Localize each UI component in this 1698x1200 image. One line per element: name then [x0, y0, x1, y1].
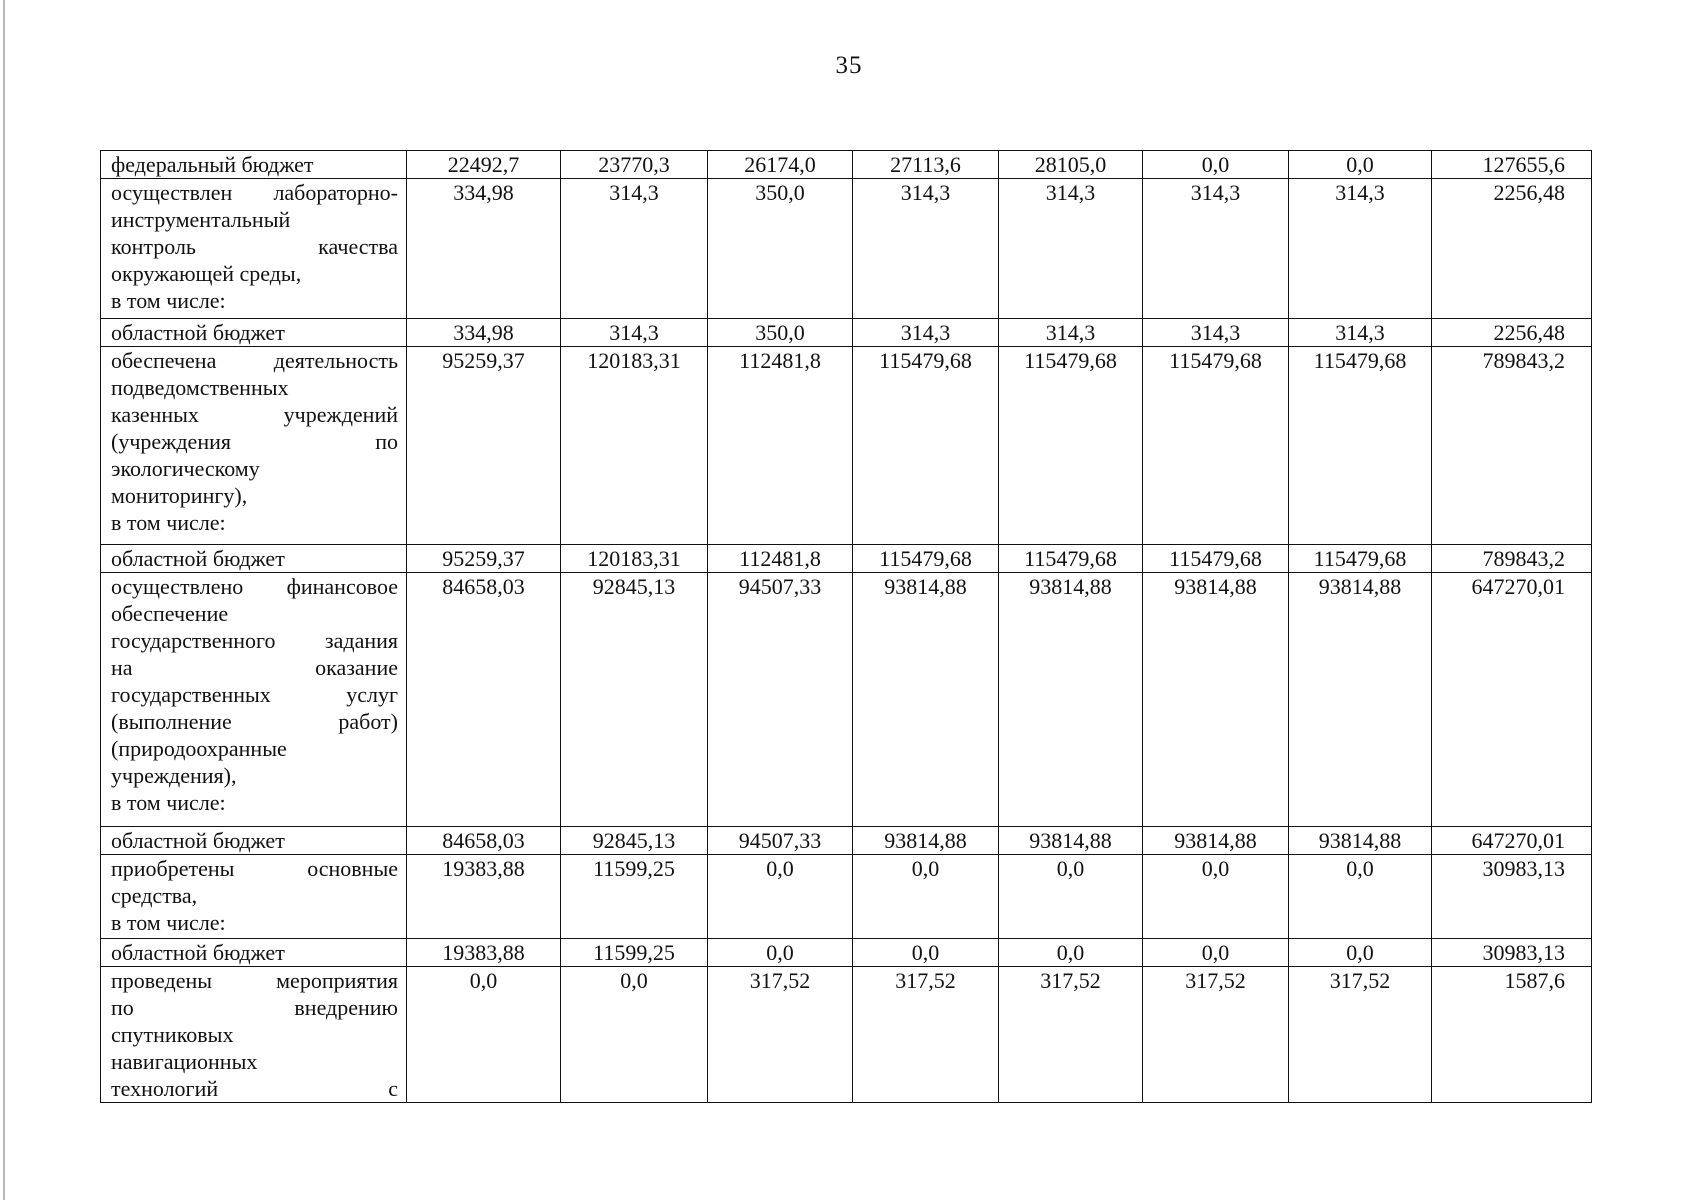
row-label [101, 179, 407, 319]
value-cell: 0,0 [1143, 151, 1289, 179]
value-cell: 314,3 [999, 179, 1143, 319]
total-cell: 2256,48 [1432, 319, 1592, 347]
row-label-line: учреждения), [111, 763, 237, 788]
value-cell: 11599,25 [561, 855, 708, 939]
value-cell: 27113,6 [853, 151, 999, 179]
value-cell: 317,52 [708, 967, 853, 1103]
value-cell: 94507,33 [708, 573, 853, 827]
budget-table [100, 150, 1592, 1103]
value-cell: 92845,13 [561, 573, 708, 827]
value-cell: 314,3 [853, 319, 999, 347]
value-cell: 334,98 [407, 319, 561, 347]
row-label-line: в том числе: [111, 288, 226, 313]
total-cell: 30983,13 [1432, 939, 1592, 967]
row-label-line: мониторингу), [111, 483, 248, 508]
value-cell: 0,0 [1143, 855, 1289, 939]
value-cell: 95259,37 [407, 545, 561, 573]
table-row [101, 573, 1592, 827]
value-cell: 314,3 [1289, 319, 1432, 347]
row-label [101, 827, 407, 855]
value-cell: 84658,03 [407, 827, 561, 855]
value-cell: 115479,68 [999, 347, 1143, 545]
value-cell: 23770,3 [561, 151, 708, 179]
table-body [101, 151, 1592, 1103]
value-cell: 115479,68 [1289, 347, 1432, 545]
value-cell: 26174,0 [708, 151, 853, 179]
value-cell: 0,0 [853, 939, 999, 967]
row-label-line: осуществлено финансовое [111, 574, 398, 599]
row-label [101, 939, 407, 967]
row-label-line: в том числе: [111, 510, 226, 535]
value-cell: 0,0 [999, 939, 1143, 967]
value-cell: 314,3 [1143, 319, 1289, 347]
row-label-line: на оказание [111, 655, 398, 680]
value-cell: 93814,88 [999, 827, 1143, 855]
row-label-line: обеспечена деятельность [111, 348, 398, 373]
value-cell: 11599,25 [561, 939, 708, 967]
table-row [101, 151, 1592, 179]
value-cell: 0,0 [999, 855, 1143, 939]
value-cell: 334,98 [407, 179, 561, 319]
row-label-line: осуществлен лабораторно- [111, 180, 398, 205]
value-cell: 112481,8 [708, 545, 853, 573]
page-number: 35 [835, 52, 863, 79]
row-label-line: окружающей среды, [111, 261, 302, 286]
total-cell: 647270,01 [1432, 573, 1592, 827]
value-cell: 115479,68 [1143, 347, 1289, 545]
value-cell: 112481,8 [708, 347, 853, 545]
value-cell: 92845,13 [561, 827, 708, 855]
row-label-line: областной бюджет [111, 828, 285, 853]
value-cell: 0,0 [561, 967, 708, 1103]
value-cell: 93814,88 [853, 827, 999, 855]
value-cell: 93814,88 [999, 573, 1143, 827]
value-cell: 317,52 [1289, 967, 1432, 1103]
value-cell: 350,0 [708, 319, 853, 347]
value-cell: 95259,37 [407, 347, 561, 545]
value-cell: 115479,68 [1143, 545, 1289, 573]
value-cell: 317,52 [999, 967, 1143, 1103]
row-label-line: областной бюджет [111, 546, 285, 571]
row-label-line: проведены мероприятия [111, 968, 398, 993]
value-cell: 350,0 [708, 179, 853, 319]
row-label-line: инструментальный [111, 207, 291, 232]
value-cell: 115479,68 [1289, 545, 1432, 573]
table-row [101, 855, 1592, 939]
value-cell: 314,3 [999, 319, 1143, 347]
row-label-line: (выполнение работ) [111, 709, 398, 734]
value-cell: 0,0 [407, 967, 561, 1103]
total-cell: 127655,6 [1432, 151, 1592, 179]
value-cell: 93814,88 [853, 573, 999, 827]
value-cell: 314,3 [561, 319, 708, 347]
value-cell: 314,3 [1289, 179, 1432, 319]
row-label [101, 967, 407, 1103]
value-cell: 120183,31 [561, 545, 708, 573]
value-cell: 120183,31 [561, 347, 708, 545]
row-label-line: спутниковых [111, 1022, 234, 1047]
row-label-line: областной бюджет [111, 320, 285, 345]
value-cell: 93814,88 [1143, 573, 1289, 827]
value-cell: 317,52 [1143, 967, 1289, 1103]
value-cell: 0,0 [1143, 939, 1289, 967]
row-label [101, 347, 407, 545]
total-cell: 789843,2 [1432, 347, 1592, 545]
row-label-line: государственных услуг [111, 682, 398, 707]
row-label-line: в том числе: [111, 790, 226, 815]
row-label-line: областной бюджет [111, 940, 285, 965]
value-cell: 19383,88 [407, 939, 561, 967]
total-cell: 789843,2 [1432, 545, 1592, 573]
value-cell: 94507,33 [708, 827, 853, 855]
value-cell: 115479,68 [853, 545, 999, 573]
row-label-line: казенных учреждений [111, 402, 398, 427]
value-cell: 115479,68 [853, 347, 999, 545]
value-cell: 93814,88 [1143, 827, 1289, 855]
value-cell: 93814,88 [1289, 827, 1432, 855]
row-label [101, 319, 407, 347]
value-cell: 0,0 [708, 855, 853, 939]
value-cell: 84658,03 [407, 573, 561, 827]
value-cell: 0,0 [708, 939, 853, 967]
row-label-line: средства, [111, 883, 198, 908]
total-cell: 2256,48 [1432, 179, 1592, 319]
row-label [101, 545, 407, 573]
row-label [101, 573, 407, 827]
scan-edge-line [3, 0, 5, 1200]
total-cell: 30983,13 [1432, 855, 1592, 939]
value-cell: 0,0 [1289, 855, 1432, 939]
value-cell: 19383,88 [407, 855, 561, 939]
value-cell: 22492,7 [407, 151, 561, 179]
value-cell: 93814,88 [1289, 573, 1432, 827]
row-label-line: приобретены основные [111, 856, 398, 881]
value-cell: 0,0 [853, 855, 999, 939]
row-label [101, 151, 407, 179]
row-label-line: экологическому [111, 456, 260, 481]
value-cell: 314,3 [853, 179, 999, 319]
table-row [101, 347, 1592, 545]
table-row [101, 545, 1592, 573]
row-label-line: подведомственных [111, 375, 289, 400]
table-row [101, 319, 1592, 347]
table-row [101, 939, 1592, 967]
row-label-line: (учреждения по [111, 429, 398, 454]
row-label-line: по внедрению [111, 995, 398, 1020]
row-label [101, 855, 407, 939]
row-label-line: обеспечение [111, 601, 229, 626]
value-cell: 314,3 [1143, 179, 1289, 319]
table-row [101, 827, 1592, 855]
row-label-line: (природоохранные [111, 736, 287, 761]
value-cell: 314,3 [561, 179, 708, 319]
value-cell: 0,0 [1289, 151, 1432, 179]
table-row [101, 179, 1592, 319]
table-row [101, 967, 1592, 1103]
row-label-line: федеральный бюджет [111, 152, 314, 177]
value-cell: 115479,68 [999, 545, 1143, 573]
value-cell: 0,0 [1289, 939, 1432, 967]
row-label-line: контроль качества [111, 234, 398, 259]
row-label-line: государственного задания [111, 628, 398, 653]
value-cell: 28105,0 [999, 151, 1143, 179]
total-cell: 1587,6 [1432, 967, 1592, 1103]
row-label-line: навигационных [111, 1049, 258, 1074]
value-cell: 317,52 [853, 967, 999, 1103]
row-label-line: в том числе: [111, 910, 226, 935]
row-label-line: технологий с [111, 1076, 398, 1101]
total-cell: 647270,01 [1432, 827, 1592, 855]
